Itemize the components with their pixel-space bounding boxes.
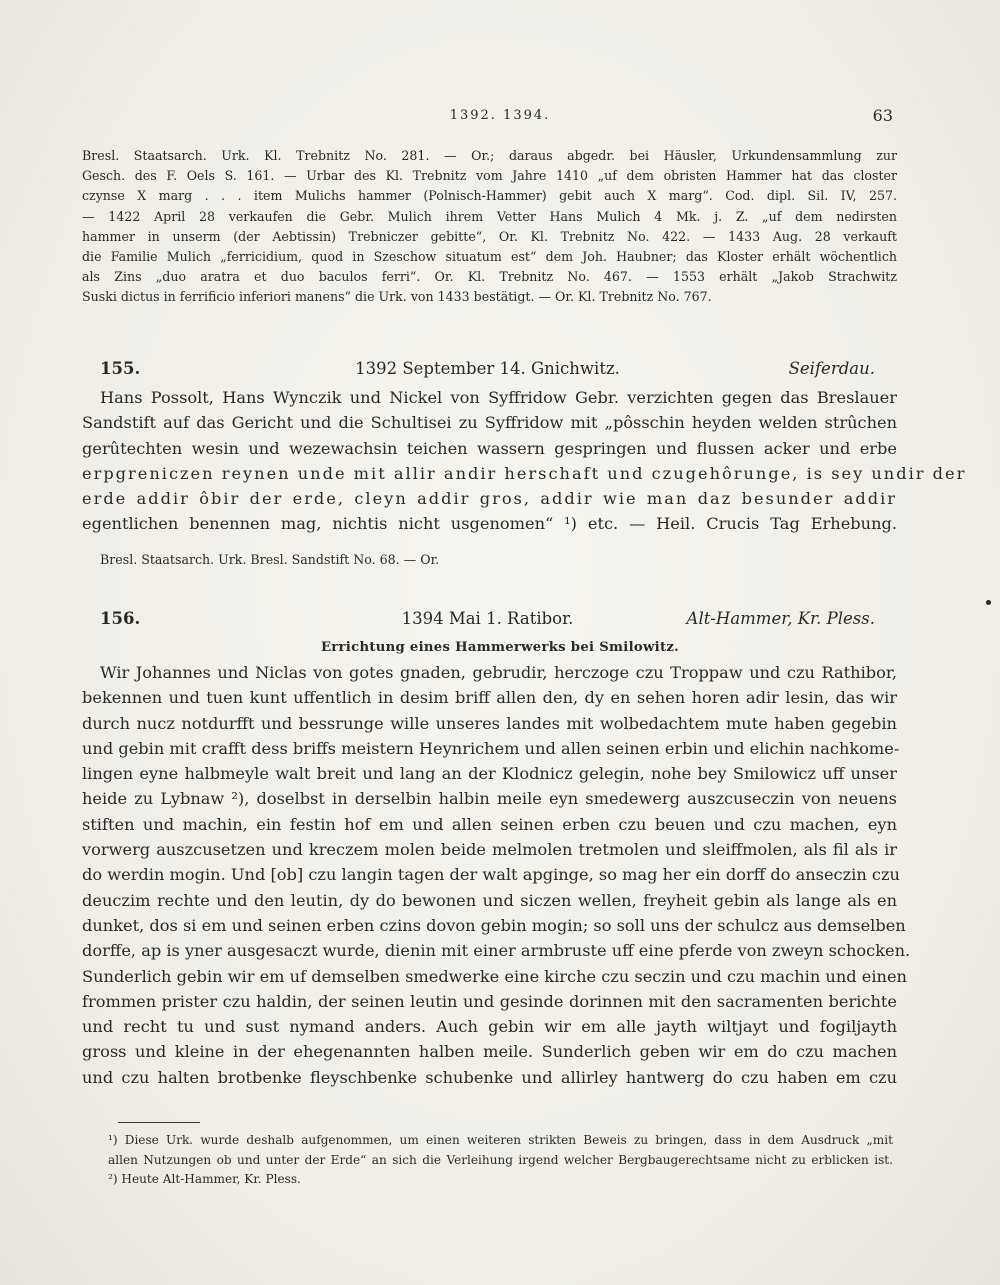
footnote-1-continued: allen Nutzungen ob und unter der Erde“ an sich die Verleihung irgend welcher Bergbaugerechtsame nicht zu erblicken ist. (108, 1152, 893, 1167)
text-line: gross und kleine in der ehegenannten halben meile. Sunderlich geben wir em do czu machen (82, 1042, 897, 1062)
notes-continued (82, 146, 897, 308)
note-line: Bresl. Staatsarch. Urk. Kl. Trebnitz No. 281. — Or.; daraus abgedr. bei Häusler, Urkundensammlung zur (82, 148, 897, 163)
text-line: stiften und machin, ein festin hof em und allen seinen erben czu beuen und czu machen, eyn (82, 814, 897, 834)
entry-number: 155. (100, 359, 141, 378)
entry-155-source: Bresl. Staatsarch. Urk. Bresl. Sandstift No. 68. — Or. (100, 552, 440, 567)
page-number: 63 (872, 106, 893, 125)
text-line: vorwerg auszcusetzen und kreczem molen beide melmolen tretmolen und sleiffmolen, als fil als ir (82, 840, 897, 860)
note-line: die Familie Mulich „ferricidium, quod in Szeschow situatum est“ dem Joh. Haubner; das Kloster erhält wöchentlich (82, 249, 897, 265)
entry-156-header (100, 609, 875, 635)
text-line: egentlichen benennen mag, nichtis nicht usgenomen“ ¹) etc. — Heil. Crucis Tag Erhebung. (82, 514, 897, 534)
text-line: erde addir ôbir der erde, cleyn addir gros, addir wie man daz besunder addir (82, 489, 897, 509)
entry-156-text (82, 660, 911, 1090)
footnote-2: ²) Heute Alt-Hammer, Kr. Pless. (108, 1172, 301, 1186)
text-line: und czu halten brotbenke fleyschbenke schubenke und allirley hantwerg do czu haben em czu (82, 1067, 897, 1087)
text-line: frommen prister czu haldin, der seinen leutin und gesinde dorinnen mit den sacramenten berichte (82, 991, 897, 1011)
text-line: und recht tu und sust nymand anders. Auch gebin wir em alle jayth wiltjayt und fogiljayth (82, 1017, 897, 1037)
text-line: do werdin mogin. Und [ob] czu langin tagen der walt apginge, so mag her ein dorff do anseczin czu (82, 865, 900, 885)
note-line: — 1422 April 28 verkaufen die Gebr. Mulich ihrem Vetter Hans Mulich 4 Mk. j. Z. „uf dem nedirsten (82, 208, 897, 224)
entry-date: 1392 September 14. Gnichwitz. (355, 359, 620, 378)
text-line: bekennen und tuen kunt uffentlich in desim briff allen den, dy en sehen horen adir lesin, das wir (82, 688, 897, 708)
entry-155-header (100, 359, 875, 385)
text-line: Sunderlich gebin wir em uf demselben smedwerke eine kirche czu seczin und czu machin und einen (82, 966, 907, 986)
entry-date: 1394 Mai 1. Ratibor. (401, 609, 574, 628)
text-line: und gebin mit crafft dess briffs meistern Heynrichem und allen seinen erbin und elichin nachkome- (82, 738, 900, 758)
text-line: Wir Johannes und Niclas von gotes gnaden, gebrudir, herczoge czu Troppaw und czu Rathibor, (100, 663, 897, 682)
text-line: durch nucz notdurfft und bessrunge wille unseres landes mit wolbedachtem mute haben gegebin (82, 713, 897, 733)
text-line: heide zu Lybnaw ²), doselbst in derselbin halbin meile eyn smedewerg auszcuseczin von neuens (82, 789, 897, 809)
entry-number: 156. (100, 609, 141, 628)
text-line: erpgreniczen reynen unde mit allir andir herschaft und czugehôrunge, is sey undir der (82, 463, 967, 483)
entry-place: Alt-Hammer, Kr. Pless. (686, 609, 875, 628)
text-line: Hans Possolt, Hans Wynczik und Nickel von Syffridow Gebr. verzichten gegen das Breslauer (100, 388, 897, 407)
footnote-1: ¹) Diese Urk. wurde deshalb aufgenommen, um einen weiteren strikten Beweis zu bringen, dass in dem Ausdruck „mit (108, 1133, 893, 1147)
text-line: dorffe, ap is yner ausgesaczt wurde, dienin mit einer armbruste uff eine pferde von zweyn schocken. (82, 941, 911, 961)
margin-ink-dot (986, 600, 991, 605)
footnote-divider (118, 1122, 200, 1123)
text-line: Sandstift auf das Gericht und die Schultisei zu Syffridow mit „pôsschin heyden welden strûchen (82, 413, 897, 433)
note-line: als Zins „duo aratra et duo baculos ferri“. Or. Kl. Trebnitz No. 467. — 1553 erhält „Jakob Strachwitz (82, 269, 897, 285)
text-line: lingen eyne halbmeyle walt breit und lang an der Klodnicz gelegin, nohe bey Smilowicz uff unser (82, 764, 897, 784)
entry-156-subtitle: Errichtung eines Hammerwerks bei Smilowitz. (320, 640, 680, 655)
note-line: Gesch. des F. Oels S. 161. — Urbar des Kl. Trebnitz vom Jahre 1410 „uf dem obristen Hammer hat das closter (82, 168, 897, 184)
note-line: Suski dictus in ferrificio inferiori manens“ die Urk. von 1433 bestätigt. — Or. Kl. Trebnitz No. 767. (82, 289, 712, 305)
text-line: gerûtechten wesin und wezewachsin teichen wassern gespringen und flussen acker und erbe (82, 438, 897, 458)
note-line: czynse X marg . . . item Mulichs hammer (Polnisch-Hammer) gebit auch X marg“. Cod. dipl. Sil. IV, 257. (82, 188, 897, 204)
entry-place: Seiferdau. (788, 359, 875, 378)
running-head: 1392. 1394. (449, 108, 551, 123)
note-line: hammer in unserm (der Aebtissin) Trebniczer gebitte“, Or. Kl. Trebnitz No. 422. — 1433 Aug. 28 verkauft (82, 228, 897, 244)
footnotes (108, 1131, 893, 1190)
text-line: dunket, dos si em und seinen erben czins dovon gebin mogin; so soll uns der schulcz aus demselben (82, 915, 906, 935)
entry-155-text (82, 385, 967, 537)
text-line: deuczim rechte und den leutin, dy do bewonen und siczen wellen, freyheit gebin als lange als en (82, 890, 897, 910)
